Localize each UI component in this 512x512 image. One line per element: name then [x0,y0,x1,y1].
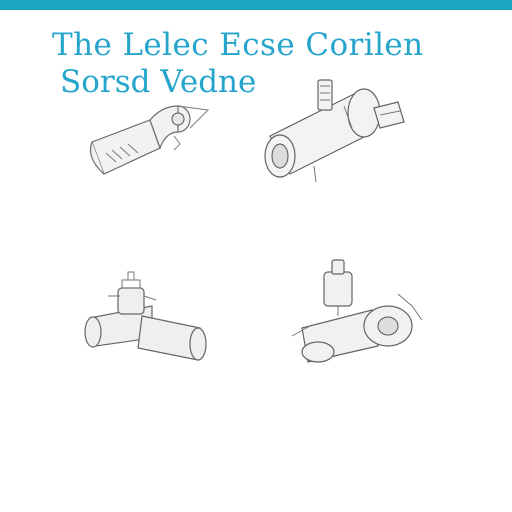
tee-fitting-drawing [82,268,210,374]
page-title-line-2: Sorsd Vedne [60,64,257,100]
paragraph-3 [66,388,218,456]
page-title-line-1: The Lelec Ecse Corilen [52,27,424,63]
angled-valve-drawing [82,92,218,184]
figure-4-actuated-valve [290,254,436,372]
paragraph-1 [66,214,244,268]
figure-2-cylinder-valve [256,70,416,186]
cylinder-valve-drawing [256,70,416,186]
figure-1-angled-valve [82,92,218,184]
paragraph-4 [250,386,426,448]
actuated-valve-drawing [290,254,436,372]
figure-3-tee-fitting [82,268,210,374]
top-accent-bar [0,0,512,10]
